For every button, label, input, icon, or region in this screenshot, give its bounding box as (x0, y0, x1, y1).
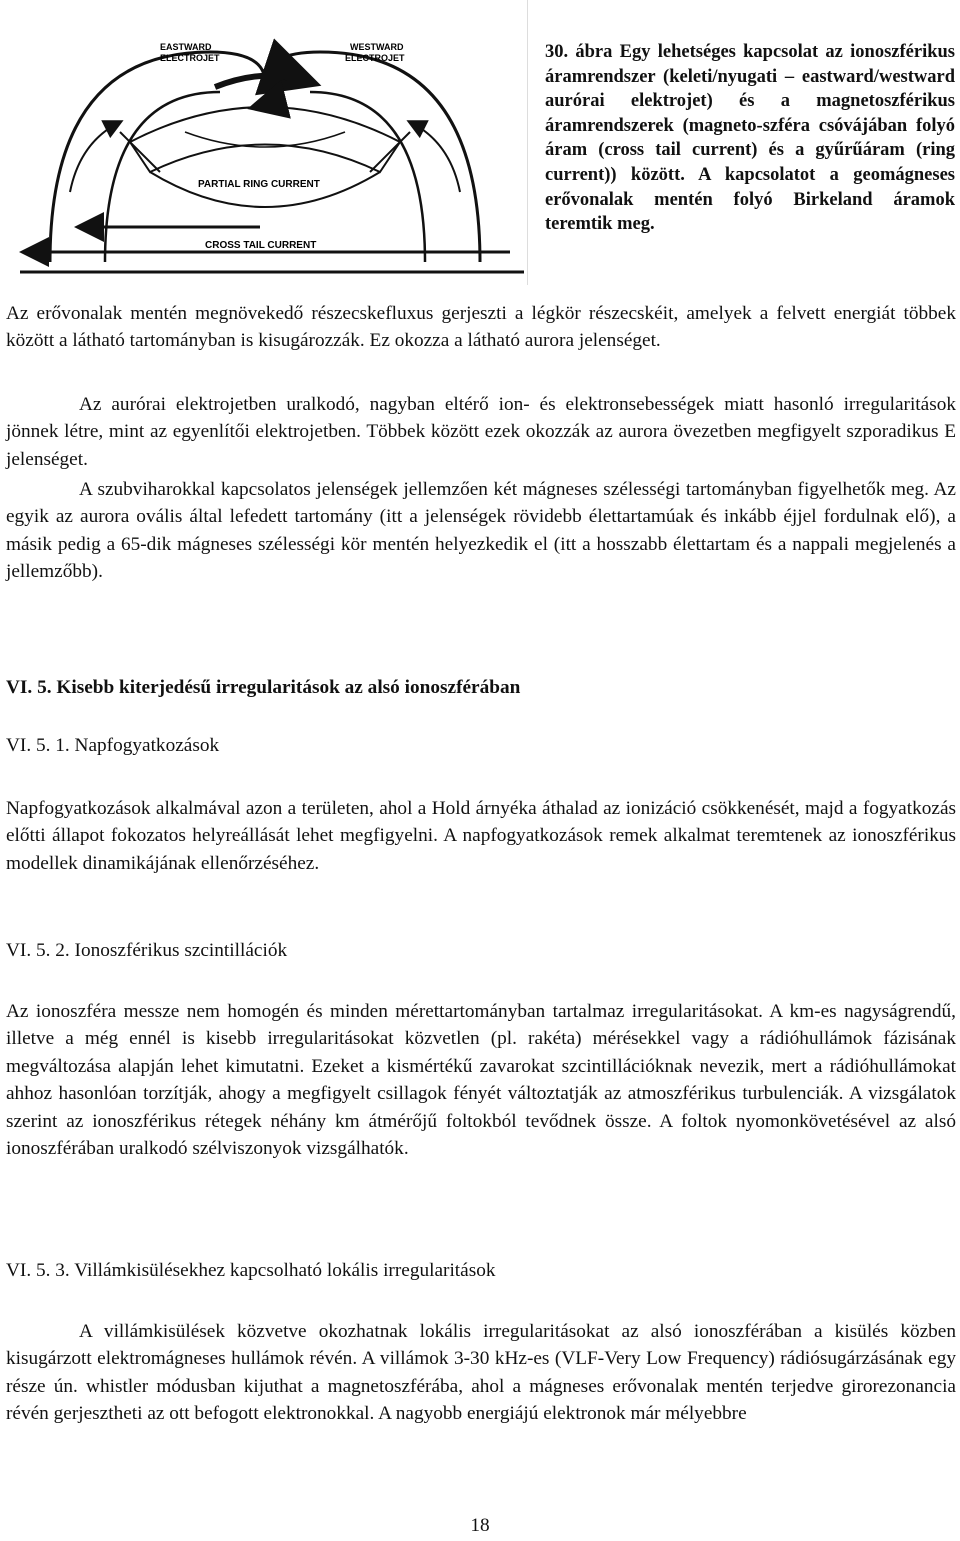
page-number: 18 (470, 1515, 490, 1536)
paragraph-electrojet: Az aurórai elektrojetben uralkodó, nagyban eltérő ion- és elektronsebességek miatt hasonló irregularitások jönnek létre, mint az egyenlítői elektrojetben. Többek között ezek okozzák az aurora övezetben megfigyelt szporadikus E jelenséget. (6, 394, 956, 470)
paragraph-scintillations: Az ionoszféra messze nem homogén és minden mérettartományban tartalmaz irregularitásokat. A km-es nagyságrendű, illetve a még ennél is kisebb irregularitásokat közvetlen (pl. rakéta) mérésekkel vagy a rádióhullámok fázisának megváltozása alapján lehet kimutatni. Ezeket a kismértékű zavarokat szcintillációknak nevezik, mert a rádióhullámokat ahhoz hasonlóan torzítják, ahogy a megfigyelt csillagok fényét változtatják az atmoszférikus turbulenciák. A vizsgálatok szerint az ionoszférikus rétegek néhány km átmérőjű foltokból tevődnek össze. A foltok nyomonkövetésével az alsó ionoszférában uralkodó szélviszonyok vizsgálhatók. (6, 1001, 956, 1160)
section-heading: VI. 5. Kisebb kiterjedésű irregularitások az alsó ionoszférában (6, 677, 521, 698)
paragraph-substorms: A szubviharokkal kapcsolatos jelenségek jellemzően két mágneses szélességi tartományban figyelhetők meg. Az egyik az aurora ovális által lefedett tartomány (itt a jelenségek rövidebb élettartamúak és inkább éjjel fordulnak elő), a másik pedig a 65-dik mágneses szélességi kör mentén helyezkedik el (itt a hosszabb élettartam és a nappali megjelenés a jellemzőbb). (6, 479, 956, 583)
label-westward-sub: ELECTROJET (345, 53, 405, 63)
figure-current-systems (10, 12, 524, 280)
label-eastward-sub: ELECTROJET (160, 53, 220, 63)
paragraph-eclipses: Napfogyatkozások alkalmával azon a területen, ahol a Hold árnyéka áthalad az ionizáció csökkenését, majd a fogyatkozás előtti állapot fokozatos helyreállását lehet megfigyelni. A napfogyatkozások remek alkalmat teremtenek az ionoszférikus modellek dinamikájának ellenőrzéséhez. (6, 798, 956, 874)
label-eastward: EASTWARD (160, 42, 212, 52)
inner-field-line-left (105, 92, 220, 262)
subsection-heading-eclipses: VI. 5. 1. Napfogyatkozások (6, 735, 220, 756)
current-systems-diagram (10, 12, 524, 280)
label-cross-tail: CROSS TAIL CURRENT (205, 240, 317, 251)
partial-ring-band (130, 107, 400, 172)
figure-caption: 30. ábra Egy lehetséges kapcsolat az ionoszférikus áramrendszer (keleti/nyugati – eastward/westward aurórai elektrojet) és a magnetoszférikus áramrendszerek (magneto-szféra csóvájában folyó áram (cross tail current) és a gyűrűáram (ring current)) között. A kapcsolatot a geomágneses erővonalak mentén folyó Birkeland áramok teremtik meg. (545, 42, 955, 235)
paragraph-aurora: Az erővonalak mentén megnövekedő részecskefluxus gerjeszti a légkör részecskéit, amelyek a felvett energiát többek között a látható tartományban is kisugározzák. Ez okozza a látható aurora jelenséget. (6, 303, 956, 352)
inner-field-line-right (310, 92, 425, 262)
paragraph-lightning: A villámkisülések közvetve okozhatnak lokális irregularitásokat az alsó ionoszférában a kisülés közben kisugárzott elektromágneses hullámok révén. A villámok 3-30 kHz-es (VLF-Very Low Frequency) rádiósugárzásának egy része ún. whistler módusban kijuthat a magnetoszférába, ahol a mágneses erővonalak mentén terjedve girorezonancia révén gerjesztheti az ott befogott elektronokkal. A nagyobb energiájú elektronok már mélyebbre (6, 1321, 956, 1425)
electrojet-arrow (215, 76, 310, 87)
label-westward: WESTWARD (350, 42, 404, 52)
label-partial-ring: PARTIAL RING CURRENT (198, 179, 320, 190)
subsection-heading-scintillations: VI. 5. 2. Ionoszférikus szcintillációk (6, 940, 288, 961)
figure-divider (527, 0, 528, 285)
subsection-heading-lightning: VI. 5. 3. Villámkisülésekhez kapcsolható lokális irregularitások (6, 1260, 496, 1281)
